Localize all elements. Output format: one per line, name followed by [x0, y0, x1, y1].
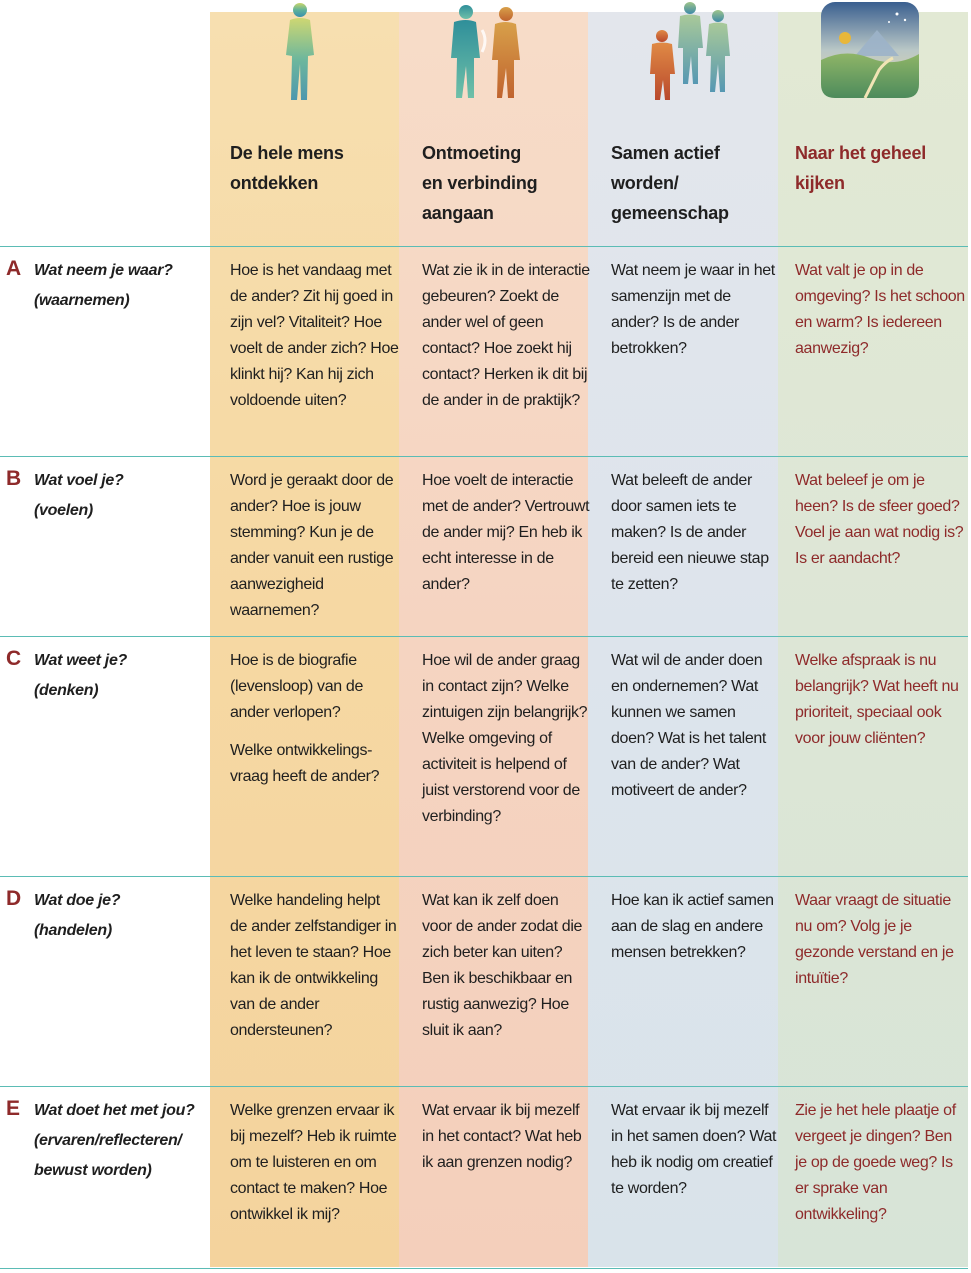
cell-c-4: Welke afspraak is nu belangrijk? Wat heeft nu prioriteit, speciaal ook voor jouw cliënten?	[795, 652, 959, 747]
cell-e-3: Wat ervaar ik bij mezelf in het samen doen? Wat heb ik nodig om creatief te worden?	[611, 1102, 777, 1197]
cell-b-4: Wat beleef je om je heen? Is de sfeer goed? Voel je aan wat nodig is? Is er aandacht?	[795, 472, 964, 567]
row-separator	[0, 1086, 968, 1087]
cell-b-3: Wat beleeft de ander door samen iets te maken? Is de ander bereid een nieuwe stap te zetten?	[611, 472, 769, 593]
column-title-ontmoeting: Ontmoeting en verbinding aangaan	[422, 143, 538, 223]
column-title-geheel: Naar het geheel kijken	[795, 143, 927, 193]
column-4-background	[778, 12, 968, 1267]
row-separator	[0, 246, 968, 247]
row-label-b: Wat voel je? (voelen)	[34, 472, 124, 519]
row-letter-d: D	[6, 887, 22, 910]
cell-a-1: Hoe is het vandaag met de ander? Zit hij goed in zijn vel? Vitaliteit? Hoe voelt de ander zich? Hoe klinkt hij? Kan hij zich voldoende uiten?	[230, 262, 399, 409]
cell-d-2: Wat kan ik zelf doen voor de ander zodat die zich beter kan uiten? Ben ik beschikbaar en rustig aanwezig? Hoe sluit ik aan?	[422, 892, 583, 1039]
cell-b-1: Word je geraakt door de ander? Hoe is jouw stemming? Kun je de ander vanuit een rustige aanwezigheid waarnemen?	[230, 472, 394, 619]
row-letter-b: B	[6, 467, 22, 490]
row-label-d: Wat doe je? (handelen)	[34, 892, 121, 939]
cell-e-2: Wat ervaar ik bij mezelf in het contact? Wat heb ik aan grenzen nodig?	[422, 1102, 582, 1171]
row-separator	[0, 876, 968, 877]
single-person-illustration	[270, 0, 350, 108]
cell-e-4: Zie je het hele plaatje of vergeet je dingen? Ben je op de goede weg? Is er sprake van ontwikkeling?	[795, 1102, 956, 1223]
two-people-meeting-illustration	[440, 0, 530, 108]
row-separator	[0, 1268, 968, 1269]
column-title-samen-actief: Samen actief worden/ gemeenschap	[611, 143, 729, 223]
cell-a-3: Wat neem je waar in het samenzijn met de ander? Is de ander betrokken?	[611, 262, 775, 357]
row-label-a: Wat neem je waar? (waarnemen)	[34, 262, 173, 309]
row-letter-a: A	[6, 257, 22, 280]
cell-d-1: Welke handeling helpt de ander zelfstandiger in het leven te staan? Hoe kan ik de ontwikkeling van de ander ondersteunen?	[230, 892, 397, 1039]
column-1-background	[210, 12, 399, 1267]
cell-c-3: Wat wil de ander doen en ondernemen? Wat kunnen we samen doen? Wat is het talent van de ander? Wat motiveert de ander?	[611, 652, 767, 799]
cell-e-1: Welke grenzen ervaar ik bij mezelf? Heb ik ruimte om te luisteren en om contact te maken? Hoe ontwikkel ik mij?	[230, 1102, 397, 1223]
cell-d-3: Hoe kan ik actief samen aan de slag en andere mensen betrekken?	[611, 892, 774, 961]
column-title-hele-mens: De hele mens ontdekken	[230, 143, 344, 193]
row-letter-c: C	[6, 647, 22, 670]
cell-c-2: Hoe wil de ander graag in contact zijn? Welke zintuigen zijn belangrijk? Welke omgeving of activiteit is helpend of juist verstorend voor de verbinding?	[422, 652, 588, 825]
row-label-e: Wat doet het met jou? (ervaren/reflecteren/ bewust worden)	[34, 1102, 195, 1179]
row-separator	[0, 636, 968, 637]
group-of-people-illustration	[630, 0, 740, 108]
cell-d-4: Waar vraagt de situatie nu om? Volg je je gezonde verstand en je intuïtie?	[795, 892, 954, 987]
cell-c-1: Hoe is de biografie (levensloop) van de ander verlopen? Welke ontwikkelings-vraag heeft de ander?	[230, 652, 380, 785]
cell-a-4: Wat valt je op in de omgeving? Is het schoon en warm? Is iedereen aanwezig?	[795, 262, 965, 357]
cell-a-2: Wat zie ik in de interactie gebeuren? Zoekt de ander wel of geen contact? Hoe zoekt hij contact? Herken ik dit bij de ander in de praktijk?	[422, 262, 590, 409]
cell-b-2: Hoe voelt de interactie met de ander? Vertrouwt de ander mij? En heb ik echt interesse in de ander?	[422, 472, 590, 593]
landscape-illustration	[815, 0, 925, 108]
row-label-c: Wat weet je? (denken)	[34, 652, 128, 699]
row-separator	[0, 456, 968, 457]
row-letter-e: E	[6, 1097, 21, 1120]
